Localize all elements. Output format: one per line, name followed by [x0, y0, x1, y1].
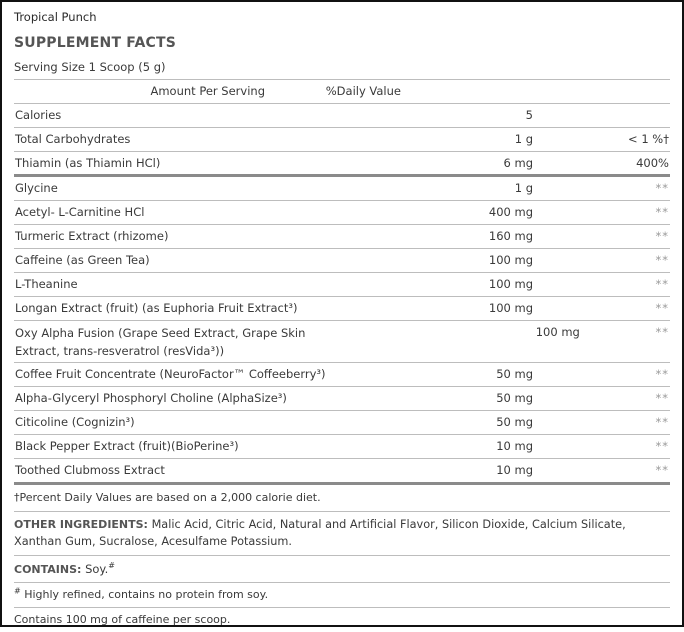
ingredient-amount: 100 mg: [488, 277, 533, 291]
ingredient-dv: **: [655, 415, 669, 429]
daily-value-header: %Daily Value: [325, 84, 401, 98]
other-ingredients-text: Malic Acid, Citric Acid, Natural and Artificial Flavor, Silicon Dioxide, Calcium Silicate, Xanthan Gum, Sucralose, Acesulfame Potassium.: [14, 518, 626, 548]
ingredient-name: Alpha-Glyceryl Phosphoryl Choline (AlphaSize³): [15, 391, 287, 405]
ingredient-dv: **: [655, 391, 669, 405]
amount-header: Amount Per Serving: [150, 84, 265, 98]
ingredient-dv: **: [655, 367, 669, 381]
ingredient-row: [14, 201, 670, 225]
nutrient-name: Total Carbohydrates: [15, 132, 131, 146]
ingredient-amount: 50 mg: [496, 415, 533, 429]
ingredient-dv: **: [655, 229, 669, 243]
ingredient-name: Longan Extract (fruit) (as Euphoria Fruit Extract³): [15, 301, 298, 315]
nutrient-dv: 400%: [636, 156, 669, 170]
ingredient-amount: 100 mg: [488, 301, 533, 315]
other-ingredients: [14, 512, 670, 556]
ingredient-dv: **: [655, 253, 669, 267]
ingredient-amount: 400 mg: [488, 205, 533, 219]
ingredient-amount: 160 mg: [488, 229, 533, 243]
ingredient-row: [14, 249, 670, 273]
ingredient-name: Coffee Fruit Concentrate (NeuroFactor™ Coffeeberry³): [15, 367, 326, 381]
ingredient-dv: **: [655, 277, 669, 291]
ingredient-row: [14, 459, 670, 485]
ingredient-row: [14, 177, 670, 201]
ingredient-amount: 50 mg: [496, 367, 533, 381]
ingredient-amount: 50 mg: [496, 391, 533, 405]
ingredient-row: [14, 273, 670, 297]
nutrient-amount: 5: [525, 108, 533, 122]
other-ingredients-label: OTHER INGREDIENTS:: [14, 518, 148, 531]
nutrient-amount: 6 mg: [503, 156, 533, 170]
ingredient-row: [14, 225, 670, 249]
nutrient-row: [14, 128, 670, 152]
soy-footnote-text: Highly refined, contains no protein from soy.: [20, 588, 269, 601]
ingredient-dv: **: [655, 301, 669, 315]
ingredient-amount: 100 mg: [535, 325, 580, 339]
ingredient-dv: **: [655, 181, 669, 195]
ingredient-name: Citicoline (Cognizin³): [15, 415, 135, 429]
ingredient-dv: **: [655, 463, 669, 477]
ingredient-name: Toothed Clubmoss Extract: [15, 463, 165, 477]
nutrient-row: [14, 152, 670, 177]
caffeine-statement: Contains 100 mg of caffeine per scoop.: [14, 613, 231, 626]
soy-footnote: [14, 583, 670, 608]
nutrient-amount: 1 g: [514, 132, 533, 146]
panel-title: SUPPLEMENT FACTS: [14, 35, 176, 51]
contains-label: CONTAINS:: [14, 563, 82, 576]
daily-value-footnote: †Percent Daily Values are based on a 2,000 calorie diet.: [14, 485, 670, 512]
nutrient-dv: < 1 %†: [628, 132, 669, 146]
column-header-row: [14, 80, 670, 104]
flavor-name: Tropical Punch: [14, 10, 97, 24]
allergen-statement: [14, 556, 670, 583]
ingredient-amount: 1 g: [514, 181, 533, 195]
nutrient-name: Calories: [15, 108, 62, 122]
soy-footnote-mark: #: [14, 586, 21, 596]
ingredient-dv: **: [655, 325, 670, 339]
ingredient-amount: 10 mg: [496, 439, 533, 453]
ingredient-row: [14, 297, 670, 321]
ingredient-name: Glycine: [15, 181, 58, 195]
ingredient-name: Acetyl- L-Carnitine HCl: [15, 205, 145, 219]
ingredient-amount: 10 mg: [496, 463, 533, 477]
ingredient-name: Caffeine (as Green Tea): [15, 253, 150, 267]
ingredient-dv: **: [655, 205, 669, 219]
ingredient-amount: 100 mg: [488, 253, 533, 267]
ingredient-row: [14, 363, 670, 387]
ingredient-dv: **: [655, 439, 669, 453]
nutrient-name: Thiamin (as Thiamin HCl): [15, 156, 161, 170]
ingredient-row: [14, 411, 670, 435]
ingredient-name: Black Pepper Extract (fruit)(BioPerine³): [15, 439, 239, 453]
ingredient-row: [14, 435, 670, 459]
contains-mark: #: [108, 561, 115, 571]
ingredient-name: Oxy Alpha Fusion (Grape Seed Extract, Grape Skin Extract, trans-resveratrol (resVida³)): [15, 326, 306, 358]
ingredient-name: L-Theanine: [15, 277, 78, 291]
nutrient-row: [14, 104, 670, 128]
ingredient-row: [14, 387, 670, 411]
ingredient-row: [14, 321, 670, 363]
ingredient-name: Turmeric Extract (rhizome): [15, 229, 169, 243]
serving-size: Serving Size 1 Scoop (5 g): [14, 56, 670, 80]
contains-text: Soy.: [85, 562, 109, 576]
